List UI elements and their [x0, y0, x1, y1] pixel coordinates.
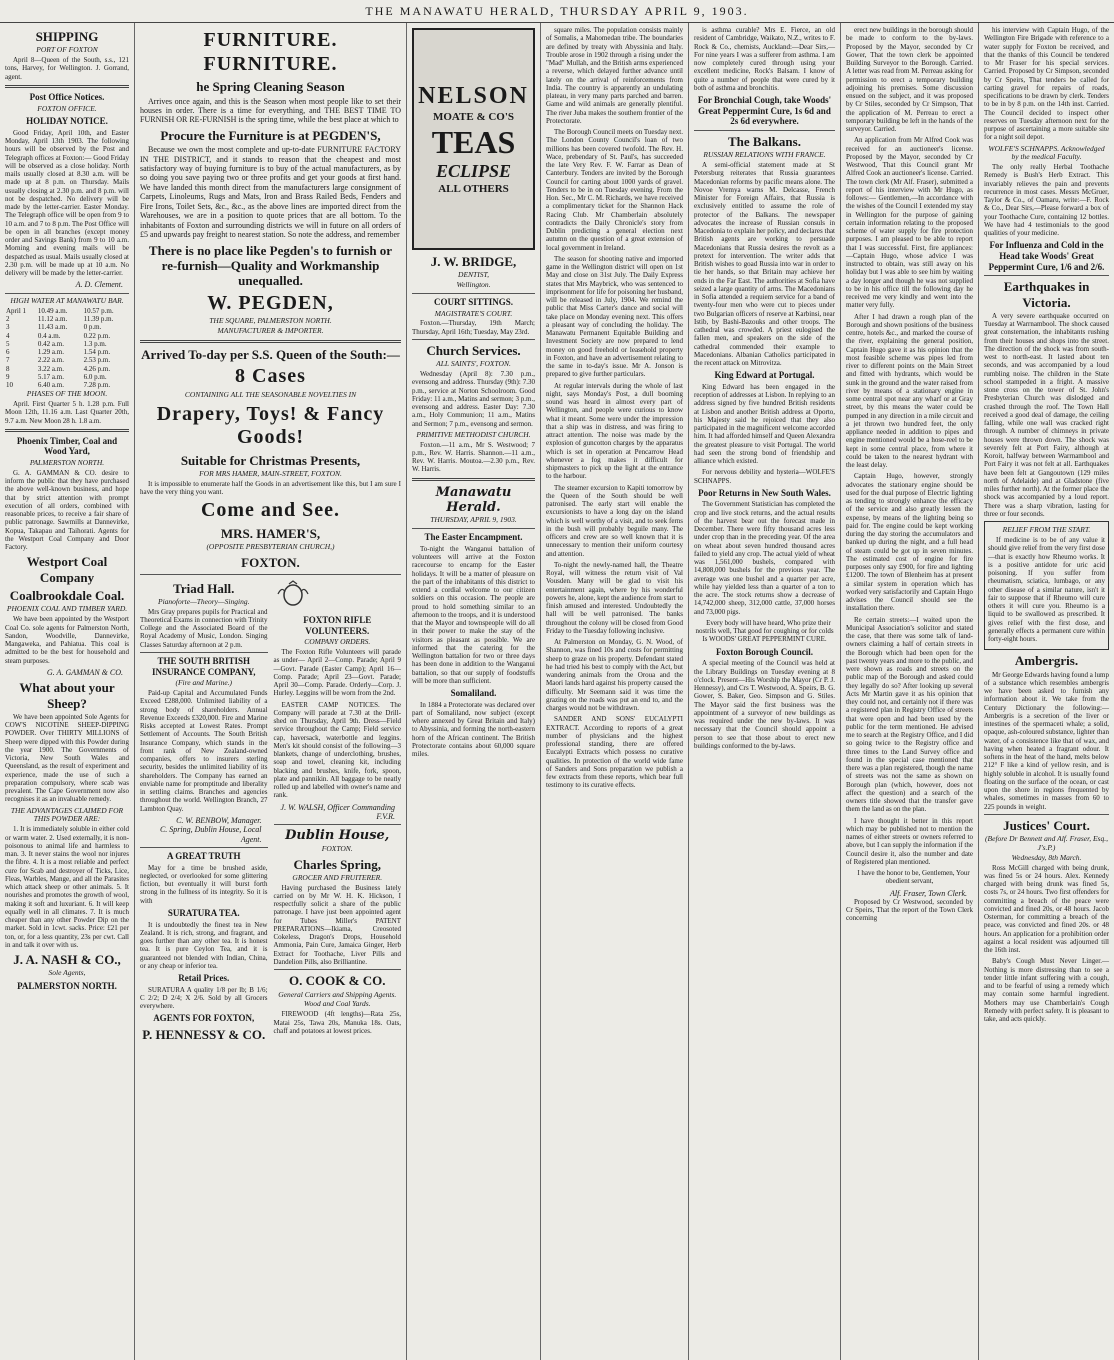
- methodist-text: Foxton.—11 a.m., Mr S. Westwood; 7 p.m., Rev. W. Harris. Shannon.—11 a.m., Rev. W. Harris. Moutoa.—2.30 p.m., Rev. W. Harris.: [412, 440, 535, 474]
- church-text: Wednesday (April 8): 7.30 p.m., evensong and address. Thursday (9th): 7.30 p.m., service at Norton Schoolroom. Good Friday: 11 a.m., Matins and sermon; 3 p.m., evensong and address. Easter Day: 7.30 a.m., Holy Communion; 11 a.m., Matins and Sermon; 7 p.m., evensong and sermon.: [412, 370, 535, 428]
- moon-title: PHASES OF THE MOON.: [26, 389, 108, 399]
- column-5: [689, 23, 841, 1360]
- tide-cell: 7.28 p.m.: [83, 381, 111, 390]
- opposite-church: (OPPOSITE PRESBYTERIAN CHURCH,): [206, 542, 335, 552]
- council-cont-8: his interview with Captain Hugo, of the Wellington Fire Brigade with reference to a water supply for Foxton be received, and that the thanks of this Council be tendered to Mr Fraser for his special services. Carried. Proposed by Cr Simpson, seconded by Cr Speirs, That tenders be called for carting gravel for repairs of roads, specifications to be drawn by clerk. Tenders to be in by 8 p.m. on the 14th inst. Carried. The Council decided to inspect other reserves on Tuesday afternoon next for the purpose of ascertaining a more suitable site for a night soil depot.: [984, 26, 1109, 142]
- enumerate-text: It is impossible to enumerate half the Goods in an advertisement like this, but I am sure I have the very thing you want.: [140, 479, 401, 497]
- herald-title: Manawatu Herald.: [435, 484, 512, 516]
- tide-cell: 9: [6, 372, 10, 381]
- shipping-sub: PORT OF FOXTON: [36, 45, 98, 55]
- camp-sign: J. W. WALSH, Officer Commanding F.V.R.: [280, 802, 395, 821]
- justice-date: Wednesday, 8th March.: [1011, 852, 1082, 862]
- court-sub: MAGISTRATE'S COURT.: [434, 308, 513, 318]
- containing-line: CONTAINING ALL THE SEASONABLE NOVELTIES IN: [184, 389, 357, 399]
- schnapps-ad: WOLFE'S SCHNAPPS. Acknowledged by the medical Faculty.: [988, 143, 1105, 162]
- po-text: Good Friday, April 10th, and Easter Monday, April 13th 1903. The following hours will be observed by the Post and Telegraph offices at Foxton:— Good Friday will be observed as a close holiday. North mails usually closed at 8.30 a.m. will be made up at 8 p.m. on Thursday. Mails usually closing at 2.30 p.m. and 8 p.m. will not be despatched. No delivery will be made by the letter-carrier. Easter Monday. The Telegraph office will be open from 9 to 10 a.m. and 7 to 8 p.m. The Post Office will be open in all branches (except money order and Savings Bank) from 9 to 10 a.m. Morning and evening mails will be despatched as usual. Mails usually closed at 2.30 p.m. will be made up at 10 a.m. No delivery will be made by the letter-carrier.: [5, 128, 129, 278]
- easter-text: To-night the Wanganui battalion of volunteers will arrive at the Foxton racecourse to encamp for the Easter holidays. It will be a matter of pleasure on the part of the inhabitants of this district to extend a cordial welcome to our citizen soldiers on this occasion. The people are proud to hold something similar to an afternoon to the troops, and it is understood that the Mayor and townspeople will do all in their power to make the stay of the visitors as pleasant as possible. We are informed that the catering for the Wellington battalion for two or three days has been done in addition to the Wanganui battalion, so that our supply of foodstuffs will be more than sufficient.: [412, 544, 535, 685]
- tide-cell: 4: [6, 331, 10, 340]
- tide-row: [5, 332, 129, 340]
- pegden-trade: MANUFACTURER & IMPORTER.: [217, 325, 324, 335]
- council-cont-4: Captain Hugo, however, strongly advocates the stationary engine should be used for the dual purpose of Electric lighting as tending to strongly enhance the efficacy of the service and also greatly lessen the expense, by means of the lighting being so paid for. The engine could be kept working during the day storing the accumulators and banked up during the night, and a full head of steam could be got up in seven minutes. The estimated cost of engine for fire purposes only say £900, for fire and lighting £1200. The town of Blenheim has at present a similar system in operation which has worked very satisfactorily and Captain Hugo advises the Council should see the installation there.: [846, 472, 973, 613]
- divider: [412, 339, 535, 340]
- furniture-title: FURNITURE. FURNITURE.: [203, 29, 338, 75]
- tea-eclipse: ECLIPSE: [435, 161, 512, 182]
- tide-row: [5, 340, 129, 348]
- peppermint-ditty: Every body will have heard, Who prize their nostrils well, That good for coughing or for colds Is WOODS' GREAT PEPPERMINT CURE.: [695, 618, 834, 644]
- triad-title: Triad Hall.: [173, 580, 235, 596]
- tide-cell: 6.40 a.m.: [37, 381, 64, 390]
- camp-text: EASTER CAMP NOTICES. The Company will parade at 7.30 at the Drill-shed on Thursday, April 9th. Dress—Field service throughout the Camp; Field service cap, haversack, waterbottle and leggins. Men's kit should consist of the following—3 blankets, change of underclothing, brushes, soap and towel, cleaning kit, including blacking and brushes, knife, fork, spoon, plate and pannikin. All baggage to be neatly rolled up and labelled with owner's name and rank.: [273, 700, 401, 800]
- column-1: [0, 23, 135, 1360]
- quake-text: A very severe earthquake occurred on Tuesday at Warrnambool. The shock caused great consternation, the inhabitants rushing from their houses and shops into the street. The direction of the shock was from south-west to north-east. It lasted about ten seconds, and was accompanied by a loud rumbling noise. The children in the State school stampeded in a fright. A massive stone cross on the tower of St. John's Presbyterian Church was dislodged and crashed through the roof. The Town Hall received a good deal of damage, the ceiling falling, while one wall was cracked right through. A number of chimneys in private houses were thrown down. The shock was severely felt at Port Fairy, although at Koroit, halfway between Warrnambool and Port Fairy it was not felt at all. Earthquakes have been felt at Gangoutown (129 miles north of Adelaide) and at Gladstone (five miles further north). At the former place the shock was accompanied by a loud report. There was a sharp vibration, lasting for three or four seconds.: [984, 311, 1109, 518]
- spring-title: he Spring Cleaning Season: [196, 79, 345, 95]
- ambergris-text: Mr George Edwards having found a lump of a substance which resembles ambergris we have been asked to furnish any information about it. We take from the Century Dictionary the following:—Ambergris is a secretion of the liver or intestines of the spermaceti whale; a solid, opaque, ash-coloured substance, lighter than water, of a consistence like that of wax, and having when heated a fragrant odour. It softens in the heat of the hand, melts below 212° F like a kind of yellow resin, and is highly soluble in alcohol. It is usually found floating on the surface of the ocean, or cast upon the shore in regions frequented by whales, sometimes in masses from 60 to 225 pounds in weight.: [984, 670, 1109, 811]
- column-3: [407, 23, 541, 1360]
- westport-title: Westport Coal Company: [26, 554, 108, 585]
- divider: [984, 275, 1109, 276]
- divider: [412, 528, 535, 529]
- suratura-text: It is undoubtedly the finest tea in New Zealand. It is rich, strong, and fragrant, and goes further than any other tea. It is honest tea. It is pure Ceylon Tea, and it is guaranteed not blended with Indian, China, or any cheap or inferior tea.: [140, 920, 268, 970]
- shipping-title: SHIPPING: [35, 29, 99, 44]
- rifle-title: FOXTON RIFLE VOLUNTEERS.: [303, 614, 372, 636]
- suratura-title: SURATURA TEA.: [167, 907, 240, 918]
- toothache-text: The only really Herbal Toothache Remedy is Bush's Herb Extract. This invariably relieves the pain and prevents recurrence in most cases. Messrs McGruer, Taylor & Co., of Oamaru, write:—F. Rock & Co., Dear Sirs,—Please forward a box of your Toothache Cure, containing 12 bottles. We have had 4 testimonials to the good qualities of your medicine.: [984, 163, 1109, 238]
- tide-cell: 11.12 a.m.: [37, 315, 68, 324]
- church-sub: ALL SAINTS', FOXTON.: [436, 359, 511, 369]
- council-cont-1: erect new buildings in the borough should be made to conform to the by-laws. Proposed by the Mayor, seconded by Cr Gower, That the town clerk be appointed Building Surveyor to the Borough. Carried. A letter was read from M. Perreau asking for permission to erect a temporary building adjoining his premises. Some discussion ensued on the subject, and it was proposed by Cr Stiles, seconded by Cr Simpson, That the application of M. Perreau to erect a temporary building be left in the hands of the surveyor. Carried.: [846, 26, 973, 133]
- tide-cell: April 1: [6, 306, 27, 315]
- letter-close: I have the honor to be, Gentlemen, Your obedient servant,: [857, 869, 970, 886]
- divider: [274, 824, 402, 825]
- news-text-4: At regular intervals during the whole of last night, says Monday's Post, a dull booming sound was heard in almost every part of Wellington, and people were curious to know what it meant. Some were under the impression that a ship was in distress, and was firing to attract attention. The noise was made by the explosion of guncotton charges by the apparatus which is set in operation at Pencarrow Head whenever a fog makes it difficult for shipmasters to pick up the light at the entrance to the harbour.: [546, 381, 683, 481]
- tide-cell: 10.49 a.m.: [37, 306, 68, 315]
- drapery-headline: Drapery, Toys! & Fancy Goods!: [156, 402, 385, 449]
- tide-cell: 6: [6, 348, 10, 357]
- divider: [140, 340, 401, 343]
- tide-cell: 4.26 p.m.: [83, 364, 111, 373]
- news-text-5: The steamer excursion to Kapiti tomorrow by the Queen of the South should be well patronised. The early start will enable the excursionists to have a long day on the island which is well worthy of a visit, and to seek ferns in the bush will probably beguile many. The officers and crew are so well known that it is unnecessary to mention their uniform courtesy and attention.: [546, 483, 683, 558]
- divider: [5, 85, 129, 88]
- newspaper-columns: [0, 23, 1114, 1360]
- phoenix-text: G. A. GAMMAN & CO. desire to inform the public that they have purchased the above well-known business, and hope that by strict attention with prompt execution of all orders, combined with reasonable prices, to receive a fair share of public patronage. Sawmills at Dannevirke, Kopua, Takapau and Taihorati. Agents for the Westport Coal Company and Door Factory.: [5, 468, 129, 552]
- king-title: King Edward at Portugal.: [714, 370, 815, 381]
- lower-ads: [140, 578, 401, 1045]
- agents-title: AGENTS FOR FOXTON,: [153, 1013, 255, 1024]
- tide-cell: 10.57 p.m.: [83, 306, 114, 315]
- no-place-headline: There is no place like Pegden's to furnish or re-furnish—Quality and Workmanship unequalled.: [148, 242, 393, 289]
- hamer-line: FOR MRS HAMER, MAIN-STREET, FOXTON.: [199, 469, 342, 479]
- dublin-town: FOXTON.: [321, 843, 353, 853]
- bridge-name: J. W. BRIDGE,: [430, 254, 517, 269]
- sbi-text: Paid-up Capital and Accumulated Funds Exceed £288,000. Unlimited liability of a strong body of shareholders. Annual Revenue Exceeds £320,000. Fire and Marine Risks accepted at Lowest Rates. Prompt Settlement of Accounts. The South British Insurance Company, which stands in the front rank of New Zealand-owned companies, offers to insurers sterling security, besides the unlimited liability of its shareholders. The Company has earned an enviable name for promptitude and liberality in settling claims. Branches and agencies throughout the world. Wellington Branch, 27 Lambton Quay.: [140, 689, 268, 813]
- council-cont-5: Re certain streets:—I waited upon the Municipal Association's solicitor and stated the case, that there was some talk of land-owners claiming a half of certain streets in the Borough which had been open for the past twenty years and more to the public, and were shown as roads and streets on the public map of the Borough and asked could they legally do so? After looking up several Acts Mr Martin gave it as his opinion that they could not, and certainly not if there was a registered plan in Registry Office of streets that were open and had been used by the public for the term mentioned. He advised me to search at the Registry Office, and I did so going twice to the Registry office and three times to the Land Survey office and found in the special case mentioned that there was a plan registered, though the name of streets was not the same as shown on Borough plan (which, however, does not affect the question) and a search of the owners title showed that the transfer gave them the land as on the plan.: [846, 615, 973, 814]
- truth-title: A GREAT TRUTH: [166, 851, 241, 862]
- tide-cell: 0.42 a.m.: [37, 339, 64, 348]
- tide-title: HIGH WATER AT MANAWATU BAR.: [10, 295, 124, 305]
- king-text: King Edward has been engaged in the reception of addresses at Lisbon. In replying to an address signed by five hundred British residents at Lisbon and another British address at Oporto, his Majesty said he rejoiced that they also participated in the magnificent welcome accorded him. It had afforded himself and Queen Alexandra the greatest pleasure to visit Portugal. The world had seen the strong bond of friendship and alliance which existed.: [694, 382, 835, 466]
- tea-teas: TEAS: [431, 123, 516, 160]
- nash-name: J. A. NASH & CO.,: [13, 952, 121, 968]
- triad-text: Mrs Gray prepares pupils for Practical and Theoretical Exams in connection with Trinity College and the Associated Board of the Royal Academy of Music, London. Singing Classes Saturday afternoon at 2 p.m.: [140, 607, 268, 649]
- po-sign: A. D. Clement.: [75, 280, 123, 290]
- sbi-sign: C. W. BENBOW, Manager.: [176, 815, 262, 825]
- news-text-7: At Palmerston on Monday, G. N. Wood, of Shannon, was fined 10s and costs for permitting sheep to graze on his property. Defendant stated he had tried his best to comply with the Act, but wandering animals from the Oroua and the Maori lands hard against his property caused the difficulty. Mr Seemann said it was time the grazing on the roads was put an end to, and the charges would not be withdrawn.: [546, 638, 683, 712]
- justice-text: Ross McGill charged with being drunk, was fined 5s or 24 hours. Alex. Kennedy charged with being drunk was fined 5s, costs 7s, or 24 hours. Two first offenders for committing a breach of the peace were convicted and fined 20s, or 48 hours. Jacob Osterman, for committing a breach of the peace, was convicted and fined 20s. or 48 hours. An application for a prohibition order against a local resident was adjourned till the 16th inst.: [984, 863, 1109, 955]
- column-4: [541, 23, 689, 1360]
- tide-cell: 7: [6, 356, 10, 365]
- tide-table: [5, 307, 129, 390]
- divider: [412, 478, 535, 481]
- relief-title: RELIEF FROM THE START.: [1002, 525, 1091, 535]
- nash-city: PALMERSTON NORTH.: [17, 981, 117, 992]
- returns-title: Poor Returns in New South Wales.: [698, 487, 831, 498]
- nash-sub: Sole Agents,: [48, 968, 86, 978]
- court-text: Foxton.—Thursday, 19th March; Thursday, April 16th; Tuesday, May 23rd.: [412, 319, 535, 336]
- balkans-text: A semi-official statement made at St Petersburg reiterates that Russia guarantees Macedonian reforms by pacific means alone. The Novoe Vremya warns M. Delcasse, French Minister for Foreign Affairs, that Russia is exclusively entitled to assume the role of protector of the Balkans. The newspaper advocates the increase of Russian consuls in Macedonia to explain her policy, and declares that British agents are working to persuade Macedonians that Russia desires the revolt as a pretext for intervention. The writer adds that British wishes to goad Russia into war in order to tie her hands, so that Britain may achieve her ends in the Far East. The authorities at Sofia have seized a large quantity of arms. The Macedonians in Sofia attended a requiem service for a band of twenty-four men who were cut to pieces under two Bulgarian officers of reserve at Karbinsi, near Istib, by Bashi-Bazouks and other troops. The cathedral was crowded. A priest eulogised the fallen men, and speakers on the side of the cathedral commended their example to Macedonians. Albanian Catholics participated in the recent attack on Mitrovitza.: [694, 161, 835, 367]
- column-7: [979, 23, 1114, 1360]
- wolfe-ad: For nervous debility and hysteria—WOLFE'S SCHNAPPS.: [694, 468, 835, 485]
- ambergris-title: Ambergris.: [1014, 653, 1079, 669]
- justice-title: Justices' Court.: [1003, 817, 1090, 833]
- tide-cell: 0 p.m.: [83, 323, 102, 332]
- tide-cell: 8: [6, 364, 10, 373]
- tea-advertisement: [412, 28, 535, 250]
- tide-cell: 3.22 a.m.: [37, 364, 64, 373]
- balkans-title: The Balkans.: [728, 133, 801, 149]
- pegden-name: W. PEGDEN,: [207, 291, 334, 314]
- masthead: THE MANAWATU HERALD, THURSDAY APRIL 9, 1903.: [0, 0, 1114, 23]
- hennessy-name: P. HENNESSY & CO.: [142, 1027, 266, 1042]
- cook-yards: Wood and Coal Yards.: [303, 999, 371, 1009]
- tea-all-others: ALL OTHERS: [438, 182, 509, 195]
- tea-maker: MOATE & CO'S: [432, 110, 515, 123]
- retail-text: SURATURA A quality 1/8 per lb; B 1/6; C 2/2; D 2/4; X 2/6. Sold by all Grocers everywhere.: [140, 985, 268, 1011]
- divider: [694, 130, 835, 131]
- somaliland-text: In 1884 a Protectorate was declared over part of Somaliland, now subject (except where annexed by Great Britain and Italy) to Abyssinia, and forming the north-eastern horn of the African continent. The British Protectorate contains about 60,000 square miles.: [412, 700, 535, 759]
- lower-ads-left: [140, 578, 268, 1045]
- phoenix-sub: PALMERSTON NORTH.: [29, 458, 105, 468]
- westport-sign: G. A. GAMMAN & CO.: [46, 667, 123, 677]
- tea-nelson: NELSON: [418, 83, 529, 110]
- dublin-house: Dublin House,: [285, 828, 390, 844]
- tide-row: [5, 356, 129, 364]
- lower-ads-right: [274, 578, 402, 1045]
- sheep-text: We have been appointed Sole Agents for COW'S NICOTINE SHEEP-DIPPING POWDER. Over THIRTY MILLIONS of Sheep were dipped with this Powder during the year 1900. The Governments of Victoria, New South Wales and Queensland, as the result of experiment and experience, made the use of such a preparation compulsory, where scab was prevalent. The Cape Government now also recognises it as an invaluable remedy.: [5, 712, 129, 804]
- divider: [140, 847, 268, 848]
- tide-row: [5, 323, 129, 331]
- cook-name: O. COOK & CO.: [289, 973, 386, 989]
- rifle-text: The Foxton Rifle Volunteers will parade as under— April 2—Comp. Parade; April 9—Govt. Parade (Easter Camp); April 16—Comp. Parade; April 23—Govt. Parade; April 30—Comp. Parade. Orderly—Corp. J. Hurley. Leggins will be worn from the 2nd.: [273, 648, 401, 698]
- news-text-3: The season for shooting native and imported game in the Wellington district will open on 1st May and close on 31st July. The Daily Express states that Mrs Maybrick, who was sentenced to imprisonment for life for poisoning her husband, will be released in July, 1904. We remind the public that Miss Carter's dance and social will take place on Monday evening next. This offers a pleasant way of concluding the holiday. The Manawatu Permanent Equitable Building and Investment Society are now prepared to lend money on good freehold or leasehold property in Foxton, and have an advertisement relating to the same in to-day's issue. Mr A. Jonson is prepared to give further particulars.: [546, 254, 683, 379]
- divider: [274, 969, 402, 970]
- asthma-text: is asthma curable? Mrs E. Fierce, an old resident of Cambridge, Waikato, N.Z., writes to F. Rock & Co., chemists, Auckland:—Dear Sirs,—For nine years I was a sufferer from asthma. I am now completely cured through using your excellent medicine, Rock's Balsam. I know of quite a number of people that were cured by it both of asthma and bronchitis.: [694, 26, 835, 92]
- tide-cell: 2.22 a.m.: [37, 356, 64, 365]
- tide-cell: 5: [6, 339, 10, 348]
- moon-text: April. First Quarter 5 h. 1.28 p.m. Full Moon 12th, 11.16 a.m. Last Quarter 20th, 9.7 a.m. New Moon 28 h. 1.8 a.m.: [5, 400, 129, 425]
- hamer-town: FOXTON.: [241, 555, 300, 571]
- relief-text: If medicine is to be of any value it should give relief from the very first dose—that is exactly how Rheumo works. It is a positive antidote for uric acid poisoning. If you suffer from rheumatism, sciatica, lumbago, or any other disease of a similar nature, isn't it fair to suppose that if Rheumo will cure others it will cure you. Rheumo is a liquid to be swallowed as prescribed. It gives relief with the first dose, and generally effects a permanent cure within forty-eight hours.: [988, 536, 1105, 644]
- column-2: [135, 23, 407, 1360]
- divider: [412, 293, 535, 294]
- po-sub: FOXTON OFFICE.: [37, 103, 97, 113]
- bronchial-ad: For Bronchial Cough, take Woods' Great Peppermint Cure, 1s 6d and 2s 6d everywhere.: [697, 95, 832, 127]
- church-title: Church Services.: [426, 342, 521, 358]
- truth-text: May for a time be brushed aside, neglected, or overlooked for some glittering fiction, but eventually it will burst forth strong in the fullness of its integrity. So it is with: [140, 863, 268, 905]
- charles-spring: Charles Spring,: [293, 856, 381, 872]
- cook-sub: General Carriers and Shipping Agents.: [278, 989, 397, 999]
- tide-cell: 0.22 p.m.: [83, 331, 111, 340]
- procure-title: Procure the Furniture is at PEGDEN'S,: [160, 127, 381, 143]
- come-and-see: Come and See.: [200, 499, 341, 522]
- news-text-6: To-night the newly-named hall, the Theatre Royal, will witness the return visit of Val Vousden. Many will be glad to visit his entertainment again, where by his wonderful powers he, alone, kept the audience from start to finish amused and interested. Undoubtedly the hall will be well patronised. The banks throughout the colony will be closed from Good Friday to the Tuesday following inclusive.: [546, 560, 683, 635]
- easter-title: The Easter Encampment.: [424, 532, 523, 543]
- advantages-text: 1. It is immediately soluble in either cold or warm water. 2. Used externally, it is non-poisonous to animal life and harmless to man. 3. It never stains the wool nor injures the fibre. 4. It is a most reliable and perfect cure for Scab and destroyer of Ticks, Lice, Fleas, Warbles, Mange, and all the Parasites which attack sheep or other animals. 5. It nourishes and promotes the growth of wool, making it soft and luxuriant. 6. It will keep equally well in all climates. 7. It is much cheaper than any other Powder Dip on the market. Sold in 1cwt. sacks. Price: £21 per ton, or, for a less quantity, 23s per cwt. Call in and talk it over with us.: [5, 825, 129, 949]
- retail-title: Retail Prices.: [178, 973, 230, 984]
- clerk-sign: Alf. Fraser, Town Clerk.: [889, 888, 967, 898]
- tide-row: [5, 315, 129, 323]
- coalbrookdale: Coalbrookdale Coal.: [9, 588, 125, 604]
- phoenix-yard: PHOENIX COAL AND TIMBER YARD.: [6, 604, 128, 614]
- column-6: [841, 23, 979, 1360]
- divider: [5, 429, 129, 432]
- mrs-hamer: MRS. HAMER'S,: [220, 526, 321, 542]
- bridge-city: Wellington.: [456, 280, 491, 290]
- rifle-sub: COMPANY ORDERS.: [304, 637, 371, 647]
- sbi-sub: (Fire and Marine.): [175, 678, 233, 688]
- quake-title: Earthquakes in Victoria.: [1003, 279, 1090, 310]
- council-title: Foxton Borough Council.: [715, 646, 814, 657]
- council-cont-2: An application from Mr Alfred Cook was received for an auctioneer's license. Proposed by the Mayor, seconded by Cr Westwood, That this Council grant Mr Alfred Cook an auctioneer's license. Carried. The town clerk (Mr Alf. Fraser), submitted a report of his interview with Mr Hugo, as follows:— Gentlemen,—In accordance with the wishes of the Council I extended my stay in Wellington for the purpose of gaining certain information relating to the proposed scheme of water supply for fire protection purposes. I am pleased to be able to report that I was successful. First, fire appliances:—Captain Hugo, whose advice I was instructed to obtain, was still away on his holiday but I was able to see him by waiting a day longer and though he was not supplied to be in his office till the following day he received me very kindly and went into the matter very fully.: [846, 136, 973, 310]
- tide-cell: 2: [6, 315, 10, 324]
- tide-row: [5, 307, 129, 315]
- divider: [5, 293, 129, 294]
- sheep-title: What about your Sheep?: [19, 680, 115, 711]
- tide-cell: 0.4 a.m.: [37, 331, 61, 340]
- justice-sub: (Before Dr Bennett and Alf. Fraser, Esq., J's.P.): [985, 834, 1108, 853]
- shipping-text: April 8—Queen of the South, s.s., 121 tons, Harvey, for Wellington. J. Gorrand, agent.: [5, 56, 129, 81]
- grocer-line: GROCER AND FRUITERER.: [292, 872, 383, 882]
- news-text-1: square miles. The population consists mainly of Somalis, a Mahomedan tribe. The boundaries are defined by treaty with Abyssinia and Italy. Trouble arose in 1902 through a rising under the "Mad" Mullah, and the British arms experienced a reverse, which delayed further advance until lately on the arrival of reinforcements from India. The country is apparently an undulating plateau, in very many parts parched and barren. Game and wild animals are generally plentiful. The river Juba makes the southern frontier of the Protectorate.: [546, 26, 683, 125]
- tide-cell: 11.39 p.m.: [83, 315, 114, 324]
- herald-date: THURSDAY, APRIL 9, 1903.: [430, 515, 517, 525]
- royal-crest-icon: [274, 580, 312, 608]
- sbi-title: THE SOUTH BRITISH INSURANCE COMPANY,: [151, 655, 256, 677]
- tide-cell: 1.54 p.m.: [83, 348, 111, 357]
- tide-row: [5, 381, 129, 389]
- balkans-sub: RUSSIAN RELATIONS WITH FRANCE.: [703, 150, 826, 160]
- divider: [140, 652, 268, 653]
- dentist-line: DENTIST,: [458, 270, 489, 280]
- westport-text: We have been appointed by the Westport Coal Co. sole agents for Palmerston North, Sandon, Woodville, Dannevirke, Mangaweka, and Pahiatua. This coal is admitted to be the best for household and steam purposes.: [5, 615, 129, 665]
- court-title: COURT SITTINGS.: [433, 297, 514, 308]
- grocer-text: Having purchased the Business lately carried on by Mr W. H. K. Hickson, I respectfully solicit a share of the public patronage. I have just been appointed agent for Tubes Miller's PATENT PREPARATIONS—Ikiama, Creosoted Cokeless, Dragon's Drops, Household Ammonia, Pain Cure, Jamaica Ginger, Herb Extract for Toothache, Liver Pills and Dandelion Pills, also Brilliantine.: [273, 883, 401, 966]
- suitable-headline: Suitable for Christmas Presents,: [180, 452, 361, 468]
- sbi-local: C. Spring, Dublin House, Local Agent.: [159, 825, 262, 844]
- tide-cell: 1.3 p.m.: [83, 339, 107, 348]
- spring-text: Arrives once again, and this is the Season when most people like to set their houses in order. There is a time for everything, and THE BEST TIME TO FURNISH OR RE-FURNISH is the spring time, while the best place at which to: [140, 96, 401, 125]
- returns-text: The Government Statistician has completed the crop and live stock returns, and the actual results of the harvest bear out the forecast made in December. There were fifty thousand acres less under crop than in the preceding year. Of the area on wheat about seven hundred thousand acres failed to yield any crop. The actual yield of wheat was 1,561,000 bushels, compared with 14,808,000 bushels for the previous year. The average was one bushel and a quarter per acre, while hay yielded less than a quarter of a ton to the acre. The stock returns show a decrease of 14,742,000 sheep, 312,000 cattle, 37,000 horses and 73,000 pigs.: [694, 500, 835, 616]
- tide-row: [5, 365, 129, 373]
- council-cont-6: I have thought it better in this report which may be published not to mention the names of either streets or owners referred to above, but I can supply the information if the Council desire it, also the number and date of Registered plan mentioned.: [846, 816, 973, 866]
- cases-headline: 8 Cases: [235, 365, 306, 388]
- tide-cell: 5.17 a.m.: [37, 372, 64, 381]
- tide-cell: 6.0 p.m.: [83, 372, 107, 381]
- council-cont-3: After I had drawn a rough plan of the Borough and shown positions of the business centre, hotels &c., and marked the course of the river, explaining the general position, Captain Hugo gave it as his opinion that the most feasible scheme was pipes led from river to different points on the Main Street and fitted with hydrants, which would be sunk in the ground and the water raised from river by means of a stationary engine in some central spot near any wharf or at Gray street, by this means the water could be pumped in any direction in a mile circuit and a jet thrown two hundred feet, the only appliance needed in addition to pipes and engine mentioned would be a hose-reel to be kept in some central place, from where it could be taken to the nearest hydrant with the least delay.: [846, 312, 973, 469]
- po-title: Post Office Notices.: [29, 91, 105, 102]
- baby-cough-text: Baby's Cough Must Never Linger.—Nothing is more distressing than to see a tender little infant suffering with a cough, and to be fearful of using a remedy which may contain some harmful ingredient. Mothers may use Chamberlain's Cough Remedy with perfect safety. It is pleasant to take, and acts quickly.: [984, 957, 1109, 1024]
- council-cont-7: Proposed by Cr Westwood, seconded by Cr Speirs, That the report of the Town Clerk concerning: [846, 897, 973, 923]
- arrived-headline: Arrived To-day per S.S. Queen of the South:—: [141, 346, 400, 362]
- firewood-text: FIREWOOD (4ft lengths)—Rata 25s, Matai 25s, Tawa 20s, Manuka 18s. Oats, chaff and potatoes at lowest prices.: [273, 1010, 401, 1035]
- tide-row: [5, 373, 129, 381]
- methodist-title: PRIMITIVE METHODIST CHURCH.: [416, 429, 531, 439]
- phoenix-title: Phoenix Timber, Coal and Wood Yard,: [16, 435, 118, 457]
- tide-cell: 2.53 p.m.: [83, 356, 111, 365]
- tide-cell: 11.43 a.m.: [37, 323, 68, 332]
- pegden-address: THE SQUARE, PALMERSTON NORTH.: [209, 316, 332, 326]
- tide-cell: 3: [6, 323, 10, 332]
- procure-text: Because we own the most complete and up-to-date FURNITURE FACTORY IN THE DISTRICT, and it stands to reason that the cheapest and most satisfactory way of buying furniture is to buy of the actual manufacturers, as by so doing you save paying two or three profits and get your goods at first hand. We have landed this month direct from the manufacturers large consignment of Carpets, Linoleums, Rugs and Mats, Iron and Brass Railed Beds, Fenders and Fire Irons, Toilet Sets, &c., &c., as the above lines are imported direct from the Warehouses, we are in a position to quote prices that are all bottom. To the inhabitants of Foxton and surrounding districts we will in future on all orders of £5 and upwards pay freight to nearest station. So note the address, and remember: [140, 145, 401, 240]
- tide-cell: 10: [6, 381, 13, 390]
- tide-row: [5, 348, 129, 356]
- tide-cell: 1.29 a.m.: [37, 348, 64, 357]
- relief-box: [984, 521, 1109, 650]
- influenza-ad: For Influenza and Cold in the Head take Woods' Great Peppermint Cure, 1/6 and 2/6.: [988, 240, 1105, 272]
- news-text-8: SANDER AND SONS' EUCALYPTI EXTRACT. According to reports of a great number of physicians and the highest professional standing, there are offered Eucalypti Extracts which possess no curative qualities. In protection of the world wide fame of Sanders and Sons preparation we publish a few extracts from these reports, which bear full testimony to its curative effects.: [546, 715, 683, 790]
- council-text: A special meeting of the Council was held at the Library Buildings on Tuesday evening at 8 o'clock. Present—His Worship the Mayor (Cr P. J. Hennessy), and Crs T. Westwood, A. Speirs, B. G. Gower, S. Baker, Geo. Simpson and G. Stiles. The Mayor said the first business was the appointment of a surveyor of new buildings as was required under the new by-laws. It was necessary that the Council should appoint a person to see that those about to erect new buildings conformed to the by-laws.: [694, 659, 835, 750]
- divider: [140, 574, 401, 575]
- holiday-notice: HOLIDAY NOTICE.: [26, 116, 108, 127]
- advantages-title: THE ADVANTAGES CLAIMED FOR THIS POWDER ARE:: [10, 805, 124, 824]
- divider: [984, 814, 1109, 815]
- triad-sub: Pianoforte—Theory—Singing.: [158, 596, 250, 606]
- news-text-2: The Borough Council meets on Tuesday next. The London County Council's loan of two millions has been covered twofold. The Rev. H. Wace, prebendary of St. Paul's, has succeeded the late Very Rev. F. W. Farrar as Dean of Canterbury. Tenders are invited by the Borough Council for carting about 1000 yards of gravel. Tenders to be in on Tuesday evening. From the Hon. Sec., Mr C. M. Richards, we have received a complimentary ticket for the Shannon Hack Racing Club. Mr Chamberlain absolutely contradicts the Daily Chronicle's story from Dublin predicting a general election next autumn on the question of a great extension of local government in Ireland.: [546, 128, 683, 252]
- somaliland-title: Somaliland.: [450, 688, 497, 699]
